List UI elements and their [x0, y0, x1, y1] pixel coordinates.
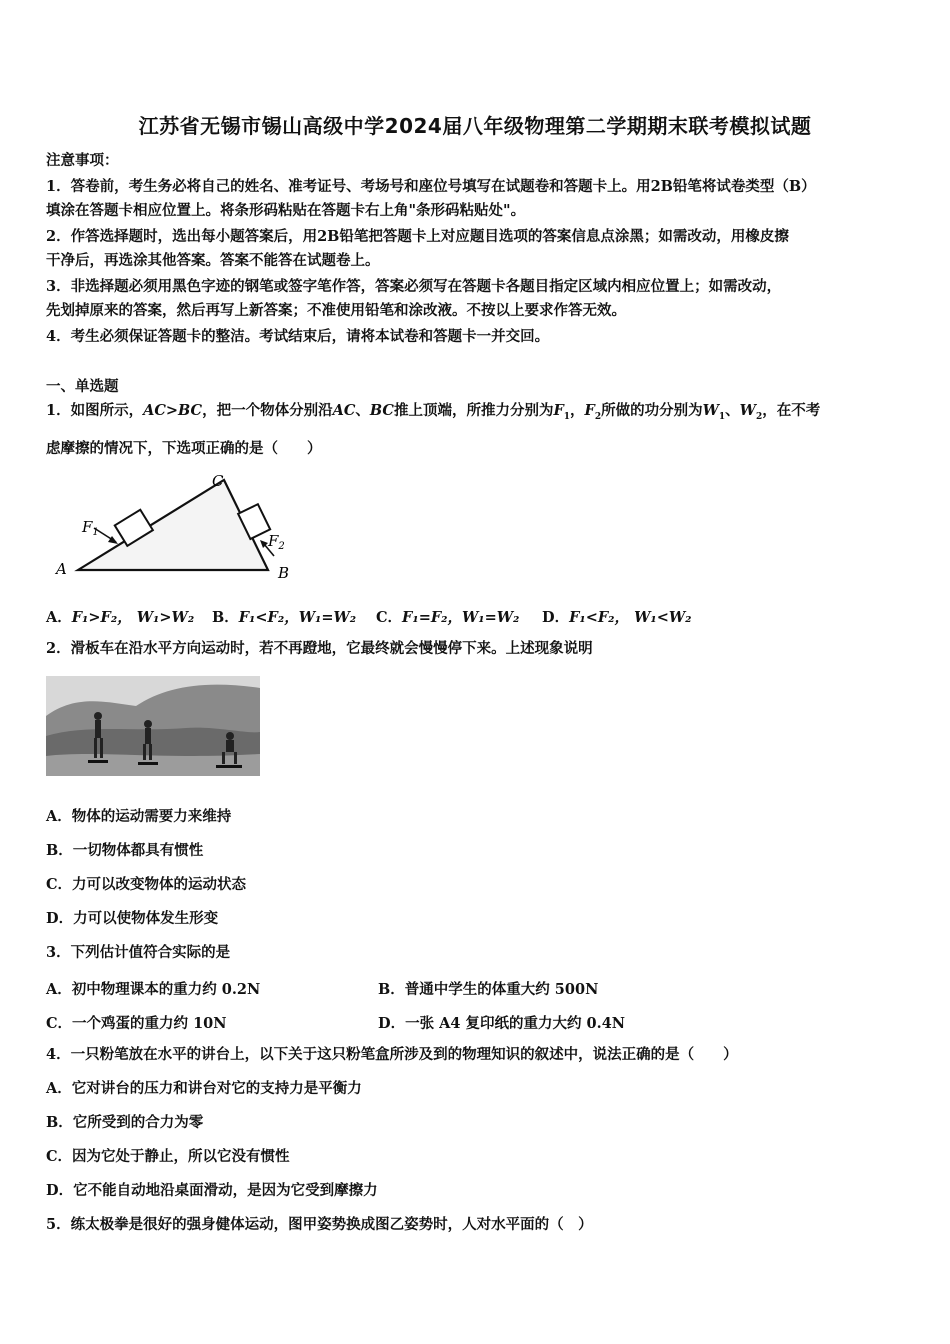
- q1-option-c: C．F₁=F₂，W₁=W₂: [376, 609, 520, 626]
- q2-option-d: D．力可以使物体发生形变: [46, 910, 219, 927]
- q4-option-a: A．它对讲台的压力和讲台对它的支持力是平衡力: [46, 1080, 362, 1097]
- notice-line: 先划掉原来的答案，然后再写上新答案；不准使用铅笔和涂改液。不按以上要求作答无效。: [46, 302, 626, 319]
- q1-option-a: A．F₁>F₂， W₁>W₂: [46, 609, 195, 626]
- q2-option-c: C．力可以改变物体的运动状态: [46, 876, 247, 893]
- label-b: B: [278, 564, 290, 582]
- skateboard-photo: [46, 676, 260, 776]
- notice-line: 填涂在答题卡相应位置上。将条形码粘贴在答题卡右上角"条形码粘贴处"。: [46, 202, 526, 219]
- q1-stem-line2: 虑摩擦的情况下，下选项正确的是（ ）: [46, 440, 322, 457]
- section-heading: 一、单选题: [46, 378, 119, 395]
- q4-option-c: C．因为它处于静止，所以它没有惯性: [46, 1148, 290, 1165]
- label-c: C: [212, 472, 224, 490]
- q1-stem: 1．如图所示，AC>BC，把一个物体分别沿AC、BC推上顶端，所推力分别为$F_1$，$F_2$所做的功分别为$W_1$、$W_2$，在不考: [46, 402, 821, 422]
- notice-line: 3．非选择题必须用黑色字迹的钢笔或签字笔作答，答案必须写在答题卡各题目指定区域内相应位置上；如需改动，: [46, 278, 782, 295]
- q1-option-d: D．F₁<F₂， W₁<W₂: [542, 609, 692, 626]
- notice-line: 干净后，再选涂其他答案。答案不能答在试题卷上。: [46, 252, 380, 269]
- label-a: A: [56, 560, 67, 578]
- notice-heading: 注意事项：: [46, 152, 119, 169]
- q3-option-c: C．一个鸡蛋的重力约 10N: [46, 1015, 227, 1032]
- q2-option-b: B．一切物体都具有惯性: [46, 842, 204, 859]
- q2-option-a: A．物体的运动需要力来维持: [46, 808, 232, 825]
- q3-option-a: A．初中物理课本的重力约 0.2N: [46, 981, 261, 998]
- q4-option-b: B．它所受到的合力为零: [46, 1114, 204, 1131]
- incline-diagram: [46, 470, 306, 585]
- q2-stem: 2．滑板车在沿水平方向运动时，若不再蹬地，它最终就会慢慢停下来。上述现象说明: [46, 640, 593, 657]
- notice-line: 1．答卷前，考生务必将自己的姓名、准考证号、考场号和座位号填写在试题卷和答题卡上。用2B铅笔将试卷类型（B）: [46, 178, 816, 195]
- q3-option-b: B．普通中学生的体重大约 500N: [378, 981, 599, 998]
- notice-line: 4．考生必须保证答题卡的整洁。考试结束后，请将本试卷和答题卡一并交回。: [46, 328, 550, 345]
- notice-line: 2．作答选择题时，选出每小题答案后，用2B铅笔把答题卡上对应题目选项的答案信息点涂黑；如需改动，用橡皮擦: [46, 228, 789, 245]
- q3-option-d: D．一张 A4 复印纸的重力大约 0.4N: [378, 1015, 626, 1032]
- q1-option-b: B．F₁<F₂，W₁=W₂: [212, 609, 357, 626]
- q3-stem: 3．下列估计值符合实际的是: [46, 944, 231, 961]
- label-f1: $F_1$: [82, 518, 99, 538]
- q4-option-d: D．它不能自动地沿桌面滑动，是因为它受到摩擦力: [46, 1182, 378, 1199]
- label-f2: $F_2$: [268, 532, 285, 552]
- q4-stem: 4．一只粉笔放在水平的讲台上，以下关于这只粉笔盒所涉及到的物理知识的叙述中，说法正确的是（ ）: [46, 1046, 738, 1063]
- page-title: 江苏省无锡市锡山高级中学2024届八年级物理第二学期期末联考模拟试题: [138, 114, 812, 138]
- q5-stem: 5．练太极拳是很好的强身健体运动，图甲姿势换成图乙姿势时，人对水平面的（ ）: [46, 1216, 593, 1233]
